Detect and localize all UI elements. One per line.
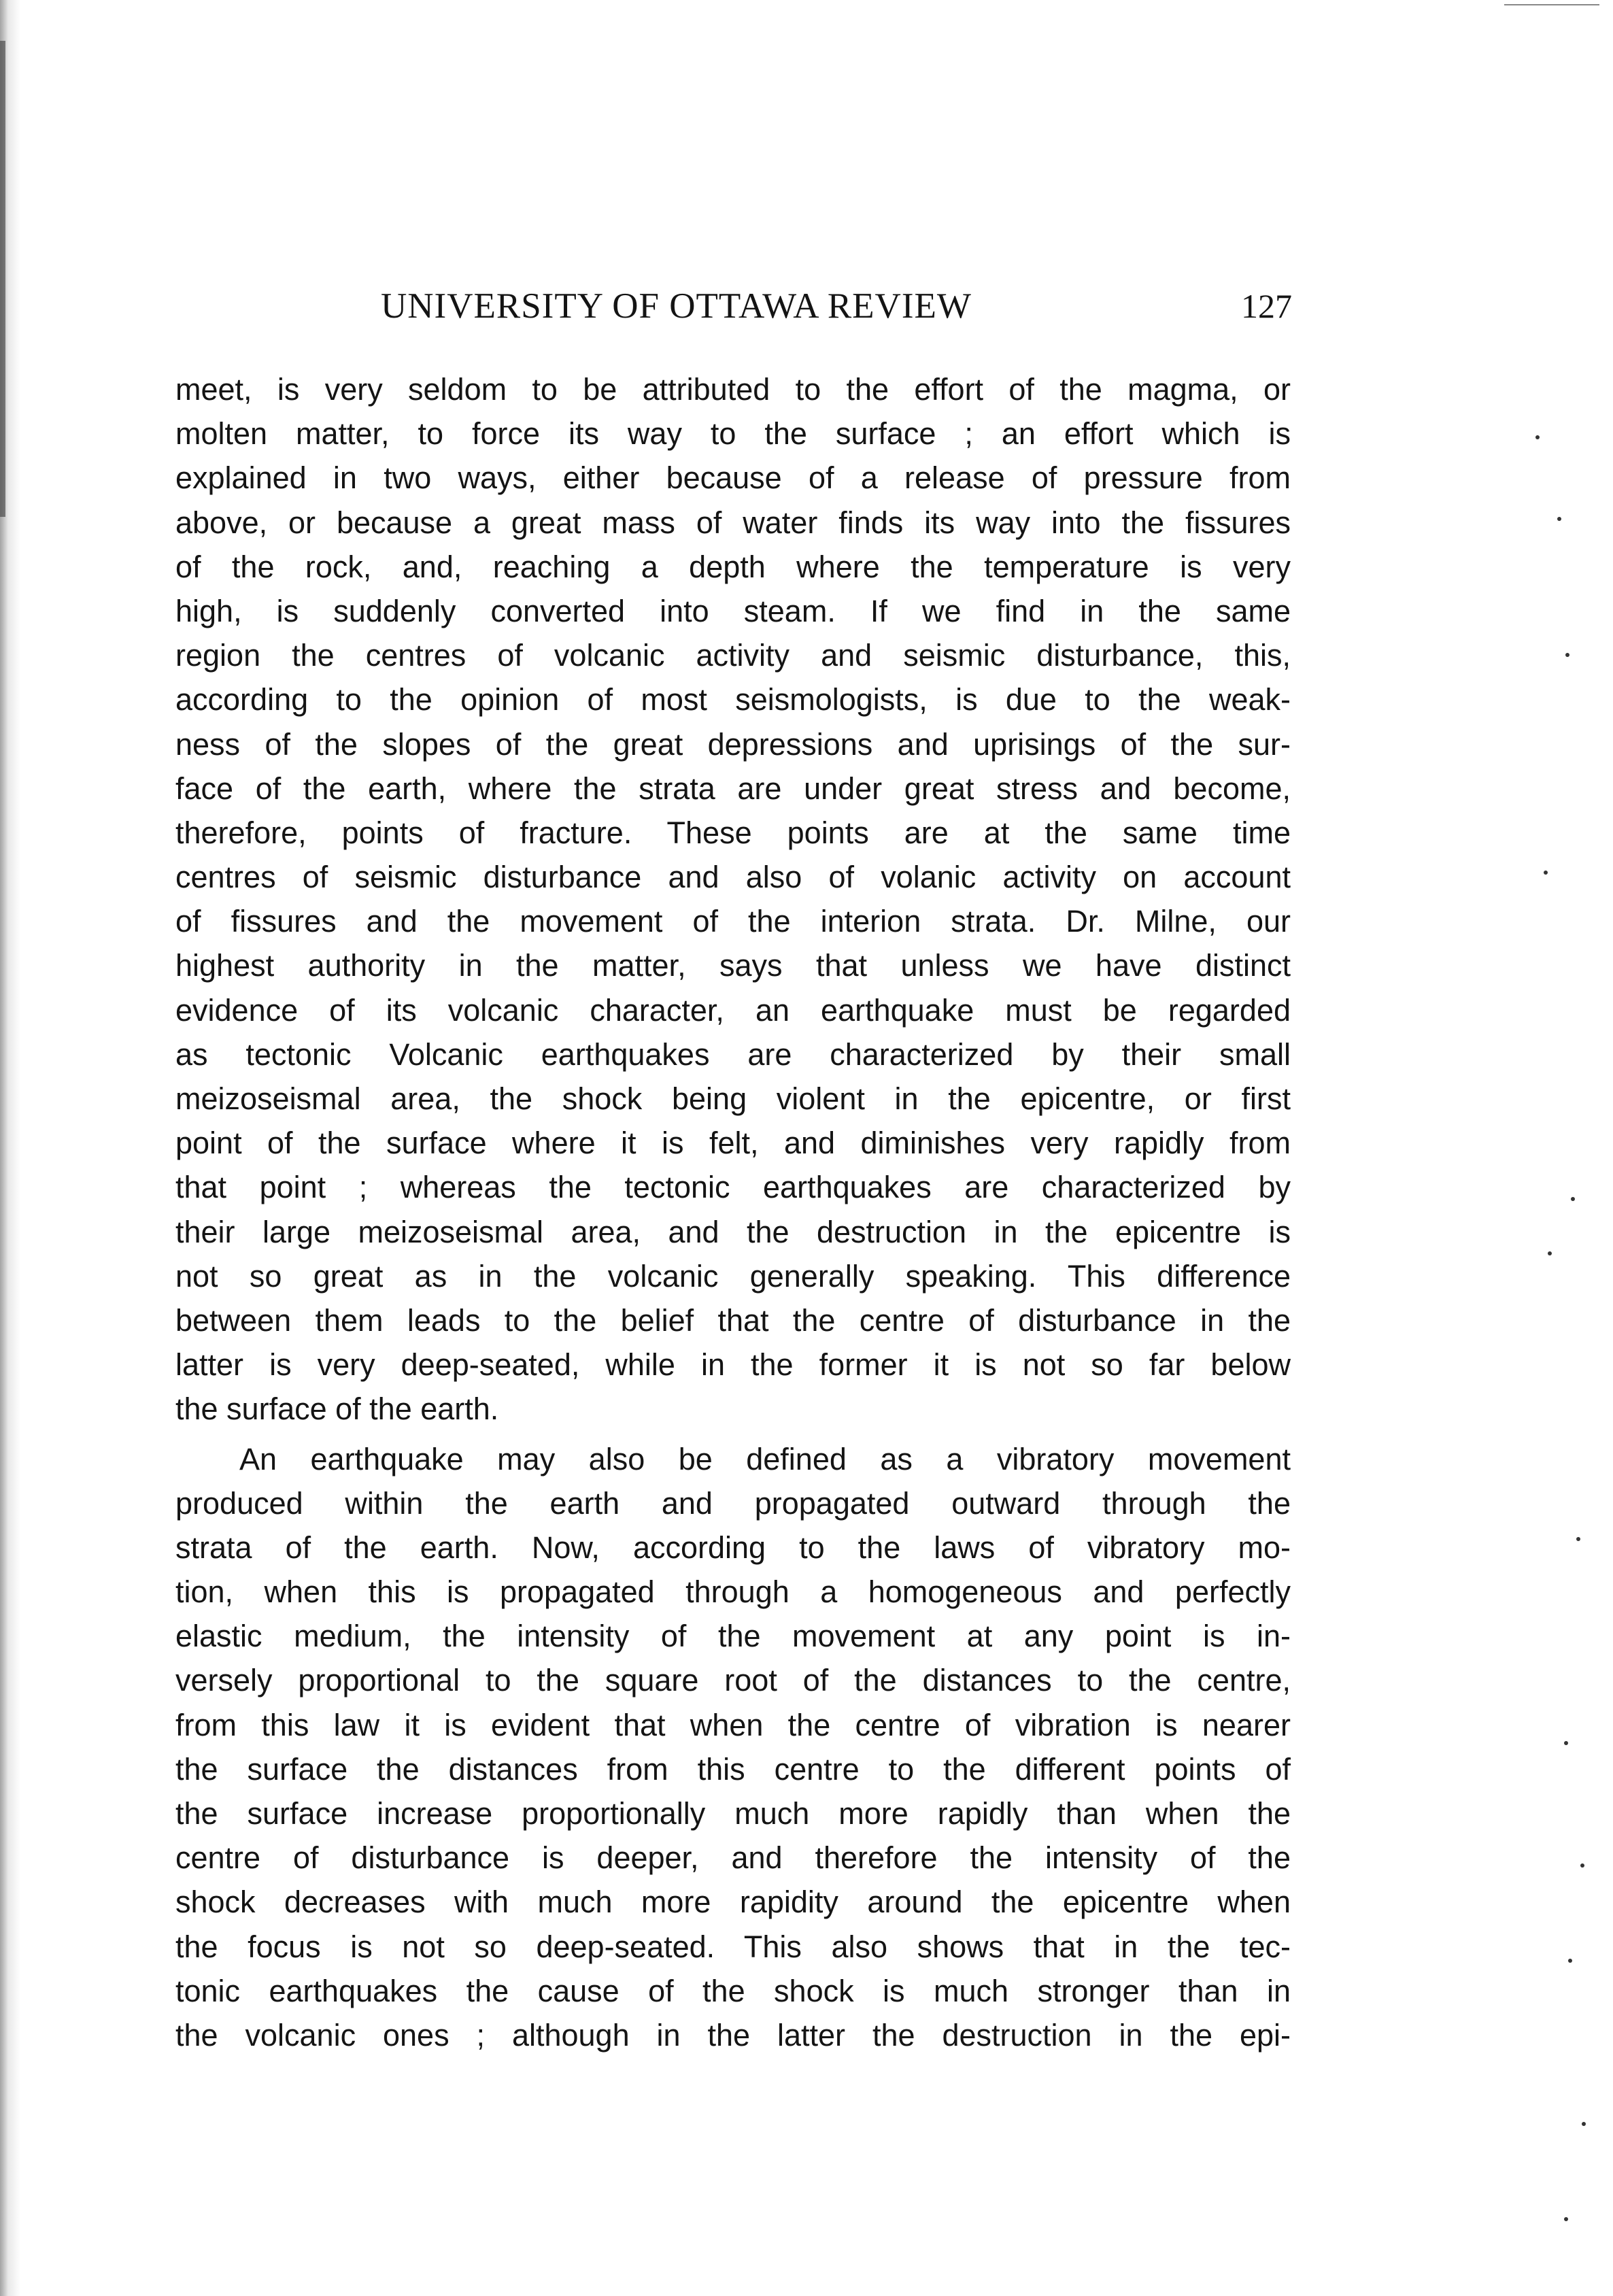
text-line: between them leads to the belief that the centre of disturbance in the [175, 1302, 1291, 1338]
text-line: the surface increase proportionally much more rapidly than when the [175, 1796, 1291, 1831]
text-line: high, is suddenly converted into steam. If we find in the same [175, 593, 1291, 628]
scan-speck [1582, 2122, 1586, 2126]
text-line: above, or because a great mass of water finds its way into the fissures [175, 505, 1291, 540]
scan-speck [1568, 1959, 1572, 1963]
text-line: meet, is very seldom to be attributed to the effort of the magma, or [175, 372, 1291, 407]
text-line: elastic medium, the intensity of the movement at any point is in- [175, 1619, 1291, 1654]
text-line: highest authority in the matter, says that unless we have distinct [175, 948, 1291, 983]
text-line: produced within the earth and propagated outward through the [175, 1485, 1291, 1521]
text-line: from this law it is evident that when the centre of vibration is nearer [175, 1707, 1291, 1742]
text-line: tonic earthquakes the cause of the shock is much stronger than in [175, 1973, 1291, 2008]
scan-speck [1548, 1251, 1552, 1255]
text-line: that point ; whereas the tectonic earthquakes are characterized by [175, 1170, 1291, 1205]
text-line: shock decreases with much more rapidity around the epicentre when [175, 1885, 1291, 1920]
text-line: the surface the distances from this centre to the different points of [175, 1751, 1291, 1787]
paragraph-1 [175, 367, 1291, 1432]
text-line: point of the surface where it is felt, and diminishes very rapidly from [175, 1126, 1291, 1161]
text-line: of fissures and the movement of the interion strata. Dr. Milne, our [175, 904, 1291, 939]
text-line: ness of the slopes of the great depressions and uprisings of the sur- [175, 726, 1291, 762]
text-line: the focus is not so deep-seated. This also shows that in the tec- [175, 1929, 1291, 1964]
binding-edge-dark-strip [0, 41, 5, 517]
text-line: explained in two ways, either because of a release of pressure from [175, 460, 1291, 496]
text-line: the volcanic ones ; although in the latter the destruction in the epi- [175, 2017, 1291, 2053]
scan-speck [1564, 1741, 1568, 1745]
text-line: face of the earth, where the strata are under great stress and become, [175, 771, 1291, 806]
running-title: UNIVERSITY OF OTTAWA REVIEW [381, 286, 972, 326]
scan-speck [1576, 1537, 1580, 1541]
text-line: meizoseismal area, the shock being violent in the epicentre, or first [175, 1081, 1291, 1116]
paragraph-gap [175, 1432, 1291, 1437]
text-line: An earthquake may also be defined as a vibratory movement [239, 1441, 1291, 1476]
corner-scan-mark [1504, 4, 1599, 18]
running-head [177, 286, 1292, 333]
page-number: 127 [1241, 287, 1292, 325]
text-line: latter is very deep-seated, while in the former it is not so far below [175, 1347, 1291, 1383]
scan-speck [1571, 1197, 1575, 1201]
text-line: the surface of the earth. [175, 1391, 499, 1427]
text-line: centres of seismic disturbance and also of volanic activity on account [175, 860, 1291, 895]
text-line: tion, when this is propagated through a homogeneous and perfectly [175, 1574, 1291, 1610]
text-line: according to the opinion of most seismologists, is due to the weak- [175, 682, 1291, 718]
text-line: centre of disturbance is deeper, and therefore the intensity of the [175, 1840, 1291, 1876]
text-line: therefore, points of fracture. These points are at the same time [175, 815, 1291, 850]
scan-speck [1544, 871, 1548, 875]
scan-speck [1580, 1863, 1584, 1868]
text-line: evidence of its volcanic character, an earthquake must be regarded [175, 992, 1291, 1028]
text-line: strata of the earth. Now, according to the laws of vibratory mo- [175, 1530, 1291, 1565]
scan-speck [1565, 653, 1569, 657]
paragraph-2 [175, 1437, 1291, 2058]
text-line: molten matter, to force its way to the surface ; an effort which is [175, 416, 1291, 452]
text-line: region the centres of volcanic activity and seismic disturbance, this, [175, 638, 1291, 673]
text-line: as tectonic Volcanic earthquakes are characterized by their small [175, 1036, 1291, 1072]
text-line: not so great as in the volcanic generally speaking. This difference [175, 1258, 1291, 1294]
text-line: versely proportional to the square root of the distances to the centre, [175, 1663, 1291, 1698]
scan-speck [1564, 2217, 1568, 2221]
text-line: of the rock, and, reaching a depth where the temperature is very [175, 549, 1291, 584]
scan-speck [1557, 517, 1561, 521]
body-text [175, 367, 1291, 2057]
scan-speck [1535, 435, 1540, 439]
text-line: their large meizoseismal area, and the destruction in the epicentre is [175, 1214, 1291, 1249]
